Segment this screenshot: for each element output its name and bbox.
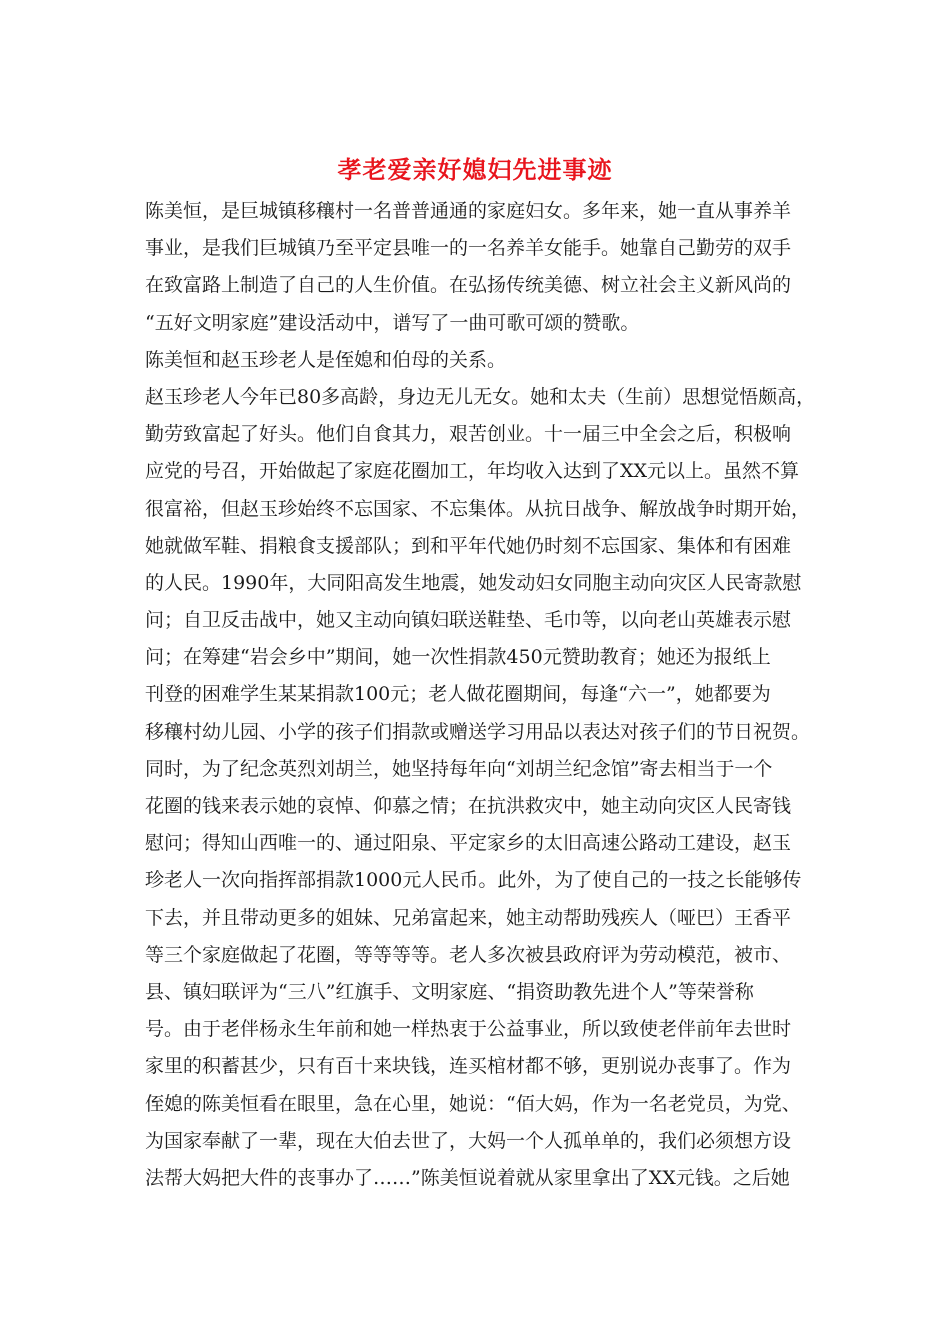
body-line: 下去，并且带动更多的姐妹、兄弟富起来，她主动帮助残疾人（哑巴）王香平 [145,906,792,929]
body-line: 勤劳致富起了好头。他们自食其力，艰苦创业。十一届三中全会之后，积极响 [145,423,792,446]
body-line: “五好文明家庭”建设活动中，谱写了一曲可歌可颂的赞歌。 [145,311,640,334]
body-line: 珍老人一次向指挥部捐款1000元人民币。此外，为了使自己的一技之长能够传 [145,869,802,892]
body-line: 她就做军鞋、捐粮食支援部队；到和平年代她仍时刻不忘国家、集体和有困难 [145,534,792,557]
body-line: 家里的积蓄甚少，只有百十来块钱，连买棺材都不够，更别说办丧事了。作为 [145,1055,792,1078]
body-line: 问；在筹建“岩会乡中”期间，她一次性捐款450元赞助教育；她还为报纸上 [145,646,771,669]
body-line: 号。由于老伴杨永生年前和她一样热衷于公益事业，所以致使老伴前年去世时 [145,1018,792,1041]
body-line: 问；自卫反击战中，她又主动向镇妇联送鞋垫、毛巾等，以向老山英雄表示慰 [145,609,792,632]
body-line: 同时，为了纪念英烈刘胡兰，她坚持每年向“刘胡兰纪念馆”寄去相当于一个 [145,757,773,780]
body-line: 法帮大妈把大件的丧事办了……”陈美恒说着就从家里拿出了XX元钱。之后她 [145,1166,790,1189]
body-line: 陈美恒和赵玉珍老人是侄媳和伯母的关系。 [145,348,507,371]
body-line: 移穰村幼儿园、小学的孩子们捐款或赠送学习用品以表达对孩子们的节日祝贺。 [145,720,811,743]
body-line: 侄媳的陈美恒看在眼里，急在心里，她说：“佰大妈，作为一名老党员，为党、 [145,1092,801,1115]
body-line: 的人民。1990年，大同阳高发生地震，她发动妇女同胞主动向灾区人民寄款慰 [145,571,802,594]
body-line: 应党的号召，开始做起了家庭花圈加工，年均收入达到了XX元以上。虽然不算 [145,460,800,483]
body-line: 在致富路上制造了自己的人生价值。在弘扬传统美德、树立社会主义新风尚的 [145,274,792,297]
body-line: 为国家奉献了一辈，现在大伯去世了，大妈一个人孤单单的，我们必须想方设 [145,1129,792,1152]
body-line: 等三个家庭做起了花圈，等等等等。老人多次被县政府评为劳动模范，被市、 [145,943,792,966]
body-line: 县、镇妇联评为“三八”红旗手、文明家庭、“捐资助教先进个人”等荣誉称 [145,980,754,1003]
body-line: 刊登的困难学生某某捐款100元；老人做花圈期间，每逢“六一”，她都要为 [145,683,771,706]
body-line: 陈美恒，是巨城镇移穰村一名普普通通的家庭妇女。多年来，她一直从事养羊 [145,200,792,222]
body-line: 事业，是我们巨城镇乃至平定县唯一的一名养羊女能手。她靠自己勤劳的双手 [145,237,792,260]
body-line: 花圈的钱来表示她的哀悼、仰慕之情；在抗洪救灾中，她主动向灾区人民寄钱 [145,795,792,817]
document-title: 孝老爱亲好媳妇先进事迹 [337,155,613,184]
body-line: 慰问；得知山西唯一的、通过阳泉、平定家乡的太旧高速公路动工建设，赵玉 [145,832,792,855]
document-body [145,193,815,1197]
body-line: 很富裕，但赵玉珍始终不忘国家、不忘集体。从抗日战争、解放战争时期开始， [145,497,811,520]
body-line: 赵玉珍老人今年已80多高龄，身边无儿无女。她和太夫（生前）思想觉悟颇高， [145,385,815,408]
